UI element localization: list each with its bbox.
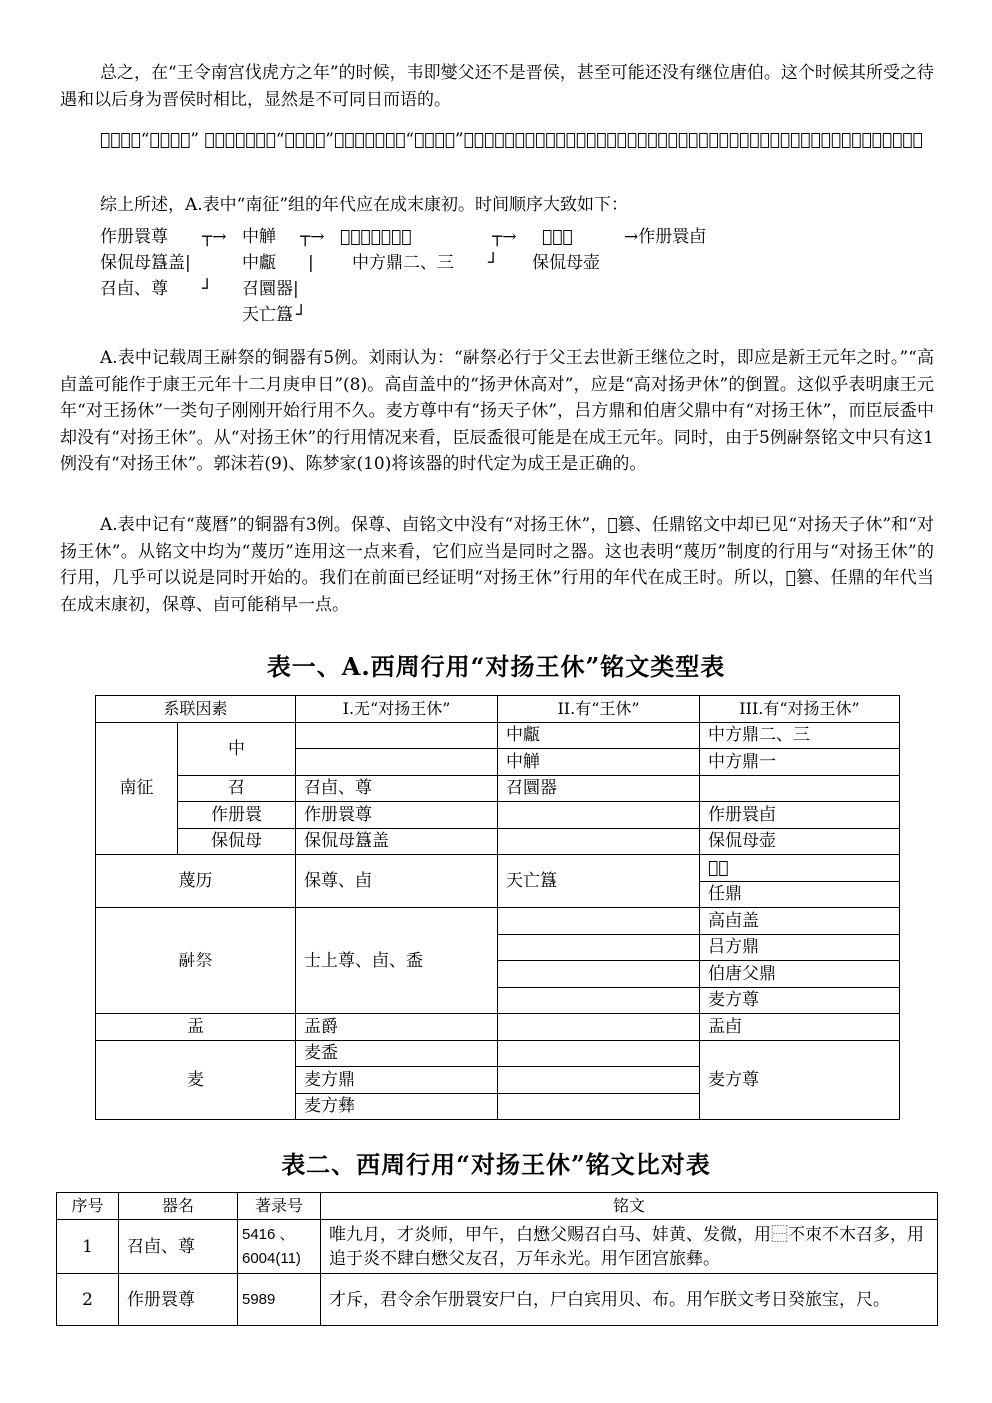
table-cell: 盂爵: [296, 1014, 498, 1041]
table2-title: 表二、西周行用“对扬王休”铭文比对表: [281, 1150, 711, 1179]
factor-label: 中: [178, 722, 296, 775]
group-label: 𩰫祭: [96, 908, 296, 1014]
table-cell: 保侃母壶: [700, 828, 900, 855]
table-cell: 天亡簋: [498, 855, 700, 908]
paragraph-3: 综上所述，A.表中“南征”组的年代应在成末康初。时间顺序大致如下：: [100, 195, 629, 215]
table-header: 著录号: [238, 1193, 321, 1220]
table-cell: 中方鼎一: [700, 749, 900, 776]
group-label: 蔑历: [96, 855, 296, 908]
vessel-name: 召卣、尊: [119, 1220, 238, 1274]
table-cell: 保侃母簋盖: [296, 828, 498, 855]
chain-arrow: ┬→: [492, 227, 517, 247]
chain-bracket-end: ┘: [296, 305, 307, 325]
chain-item: 作册睘尊: [100, 227, 168, 247]
factor-label: 保侃母: [178, 828, 296, 855]
table-cell: 召圜器: [498, 775, 700, 802]
row-number: 2: [57, 1274, 119, 1326]
table-cell: 麦方尊: [700, 987, 900, 1014]
chain-item: 召卣、尊: [100, 279, 168, 299]
group-label: 南征: [96, 722, 178, 855]
table-header: 系联因素: [96, 696, 296, 723]
table-cell: 吕方鼎: [700, 934, 900, 961]
chain-item: 中方鼎二、三: [352, 253, 454, 273]
table-cell: 麦盉: [296, 1040, 498, 1067]
chain-item: 天亡簋: [242, 305, 293, 325]
vessel-name: 作册睘尊: [119, 1274, 238, 1326]
table-cell: 麦方彝: [296, 1093, 498, 1120]
catalog-number: 5416 、6004(11): [238, 1220, 321, 1274]
table-header: II.有“王休”: [498, 696, 700, 723]
table-header: I.无“对扬王休”: [296, 696, 498, 723]
table-cell: 中觯: [498, 749, 700, 776]
chain-item: 𢧐甗、中方鼎一: [340, 227, 412, 247]
inscription-type-table: [95, 695, 900, 1120]
chain-bracket-end: ┘: [202, 279, 213, 299]
table-header: 序号: [57, 1193, 119, 1220]
table-cell: 作册睘卣: [700, 802, 900, 829]
paragraph-4: A.表中记载周王𩰫祭的铜器有5例。刘雨认为：“𩰫祭必行于父王去世新王继位之时，即应是新王元年之时。”“高卣盖可能作于康王元年十二月庚申日”(8)。高卣盖中的“扬尹休高对”，应是“高对扬尹休”的倒置。这似乎表明康王元年“对王扬休”一类句子刚刚开始行用不久。麦方尊中有“扬天子休”，吕方鼎和伯唐父鼎中有“对扬王休”，而臣辰盉中却没有“对扬王休”。从“对扬王休”的行用情况来看，臣辰盉很可能是在成王元年。同时，由于5例𩰫祭铭文中只有这1例没有“对扬王休”。郭沫若(9)、陈梦家(10)将该器的时代定为成王是正确的。: [60, 348, 934, 474]
table-cell: 伯唐父鼎: [700, 961, 900, 988]
table-header: 铭文: [321, 1193, 938, 1220]
inscription-compare-table: [56, 1192, 938, 1326]
catalog-number: 5989: [238, 1274, 321, 1326]
table-cell: 召卣、尊: [296, 775, 498, 802]
chain-item: →作册睘卣: [624, 227, 707, 247]
paragraph-5: A.表中记有“蔑曆”的铜器有3例。保尊、卣铭文中没有“对扬王休”，𤞷篡、任鼎铭文中却已见“对扬天子休”和“对扬王休”。从铭文中均为“蔑历”连用这一点来看，它们应当是同时之器。这也表明“蔑历”制度的行用与“对扬王休”的行用，几乎可以说是同时开始的。我们在前面已经证明“对扬王休”行用的年代在成王时。所以，𤞷篡、任鼎的年代当在成末康初，保尊、卣可能稍早一点。: [60, 515, 934, 615]
table-cell: 麦方鼎: [296, 1067, 498, 1094]
chain-item: 𪟽公簋: [542, 227, 573, 247]
inscription-text: 唯九月，才炎师，甲午，白懋父赐召白马、妦黄、发微，用⿱不朿不⽊召多，用追于炎不肆白懋父友召，万年永光。用乍团宫旅彝。: [321, 1220, 938, 1274]
table-cell: 保尊、卣: [296, 855, 498, 908]
table-cell: 盂卣: [700, 1014, 900, 1041]
chronology-chain: [100, 226, 780, 332]
factor-label: 作册睘: [178, 802, 296, 829]
table1-title: 表一、A.西周行用“对扬王休”铭文类型表: [266, 652, 726, 681]
table-cell: 士上尊、卣、盉: [296, 908, 498, 1014]
paragraph-1: 总之，在“王令南宫伐虎方之年”的时候，韦即燮父还不是晋侯，甚至可能还没有继位唐伯。这个时候其所受之待遇和以后身为晋侯时相比，显然是不可同日而语的。: [60, 63, 934, 110]
chain-arrow: ┬→: [300, 227, 325, 247]
table-cell: 麦方尊: [700, 1040, 900, 1120]
chain-arrow: ┬→: [202, 227, 227, 247]
factor-label: 召: [178, 775, 296, 802]
row-number: 1: [57, 1220, 119, 1274]
chain-bracket-bar: |: [308, 253, 314, 273]
table-header: 器名: [119, 1193, 238, 1220]
chain-item: 保侃母壶: [532, 253, 600, 273]
table-cell: 中甗: [498, 722, 700, 749]
table-header: III.有“对扬王休”: [700, 696, 900, 723]
table-cell: 作册睘尊: [296, 802, 498, 829]
table-cell: 中方鼎二、三: [700, 722, 900, 749]
chain-item: 保侃母簋盖|: [100, 253, 191, 273]
group-label: 麦: [96, 1040, 296, 1120]
table-cell: 𤞷簋: [700, 855, 900, 882]
inscription-text: 才斥，君令余乍册睘安尸白，尸白宾用贝、布。用乍朕文考日癸旅宝，尺。: [321, 1274, 938, 1326]
chain-item: 中甗: [242, 253, 276, 273]
group-label: 盂: [96, 1014, 296, 1041]
table-cell: 任鼎: [700, 881, 900, 908]
paragraph-2: 𢧐甗中的“扬对王休” 和中方鼎一中的“对王休令”与作册睘卣中的“扬王姜休”稍有差别，表明此类句子这时刚刚开始行用不久。也就是说，𢧐甗、中方鼎一的年代要早于作册睘卣。: [100, 130, 923, 150]
chain-bracket-end: ┘: [488, 253, 499, 273]
chain-item: 召圜器|: [242, 279, 299, 299]
chain-item: 中觯: [242, 227, 276, 247]
table-cell: 高卣盖: [700, 908, 900, 935]
